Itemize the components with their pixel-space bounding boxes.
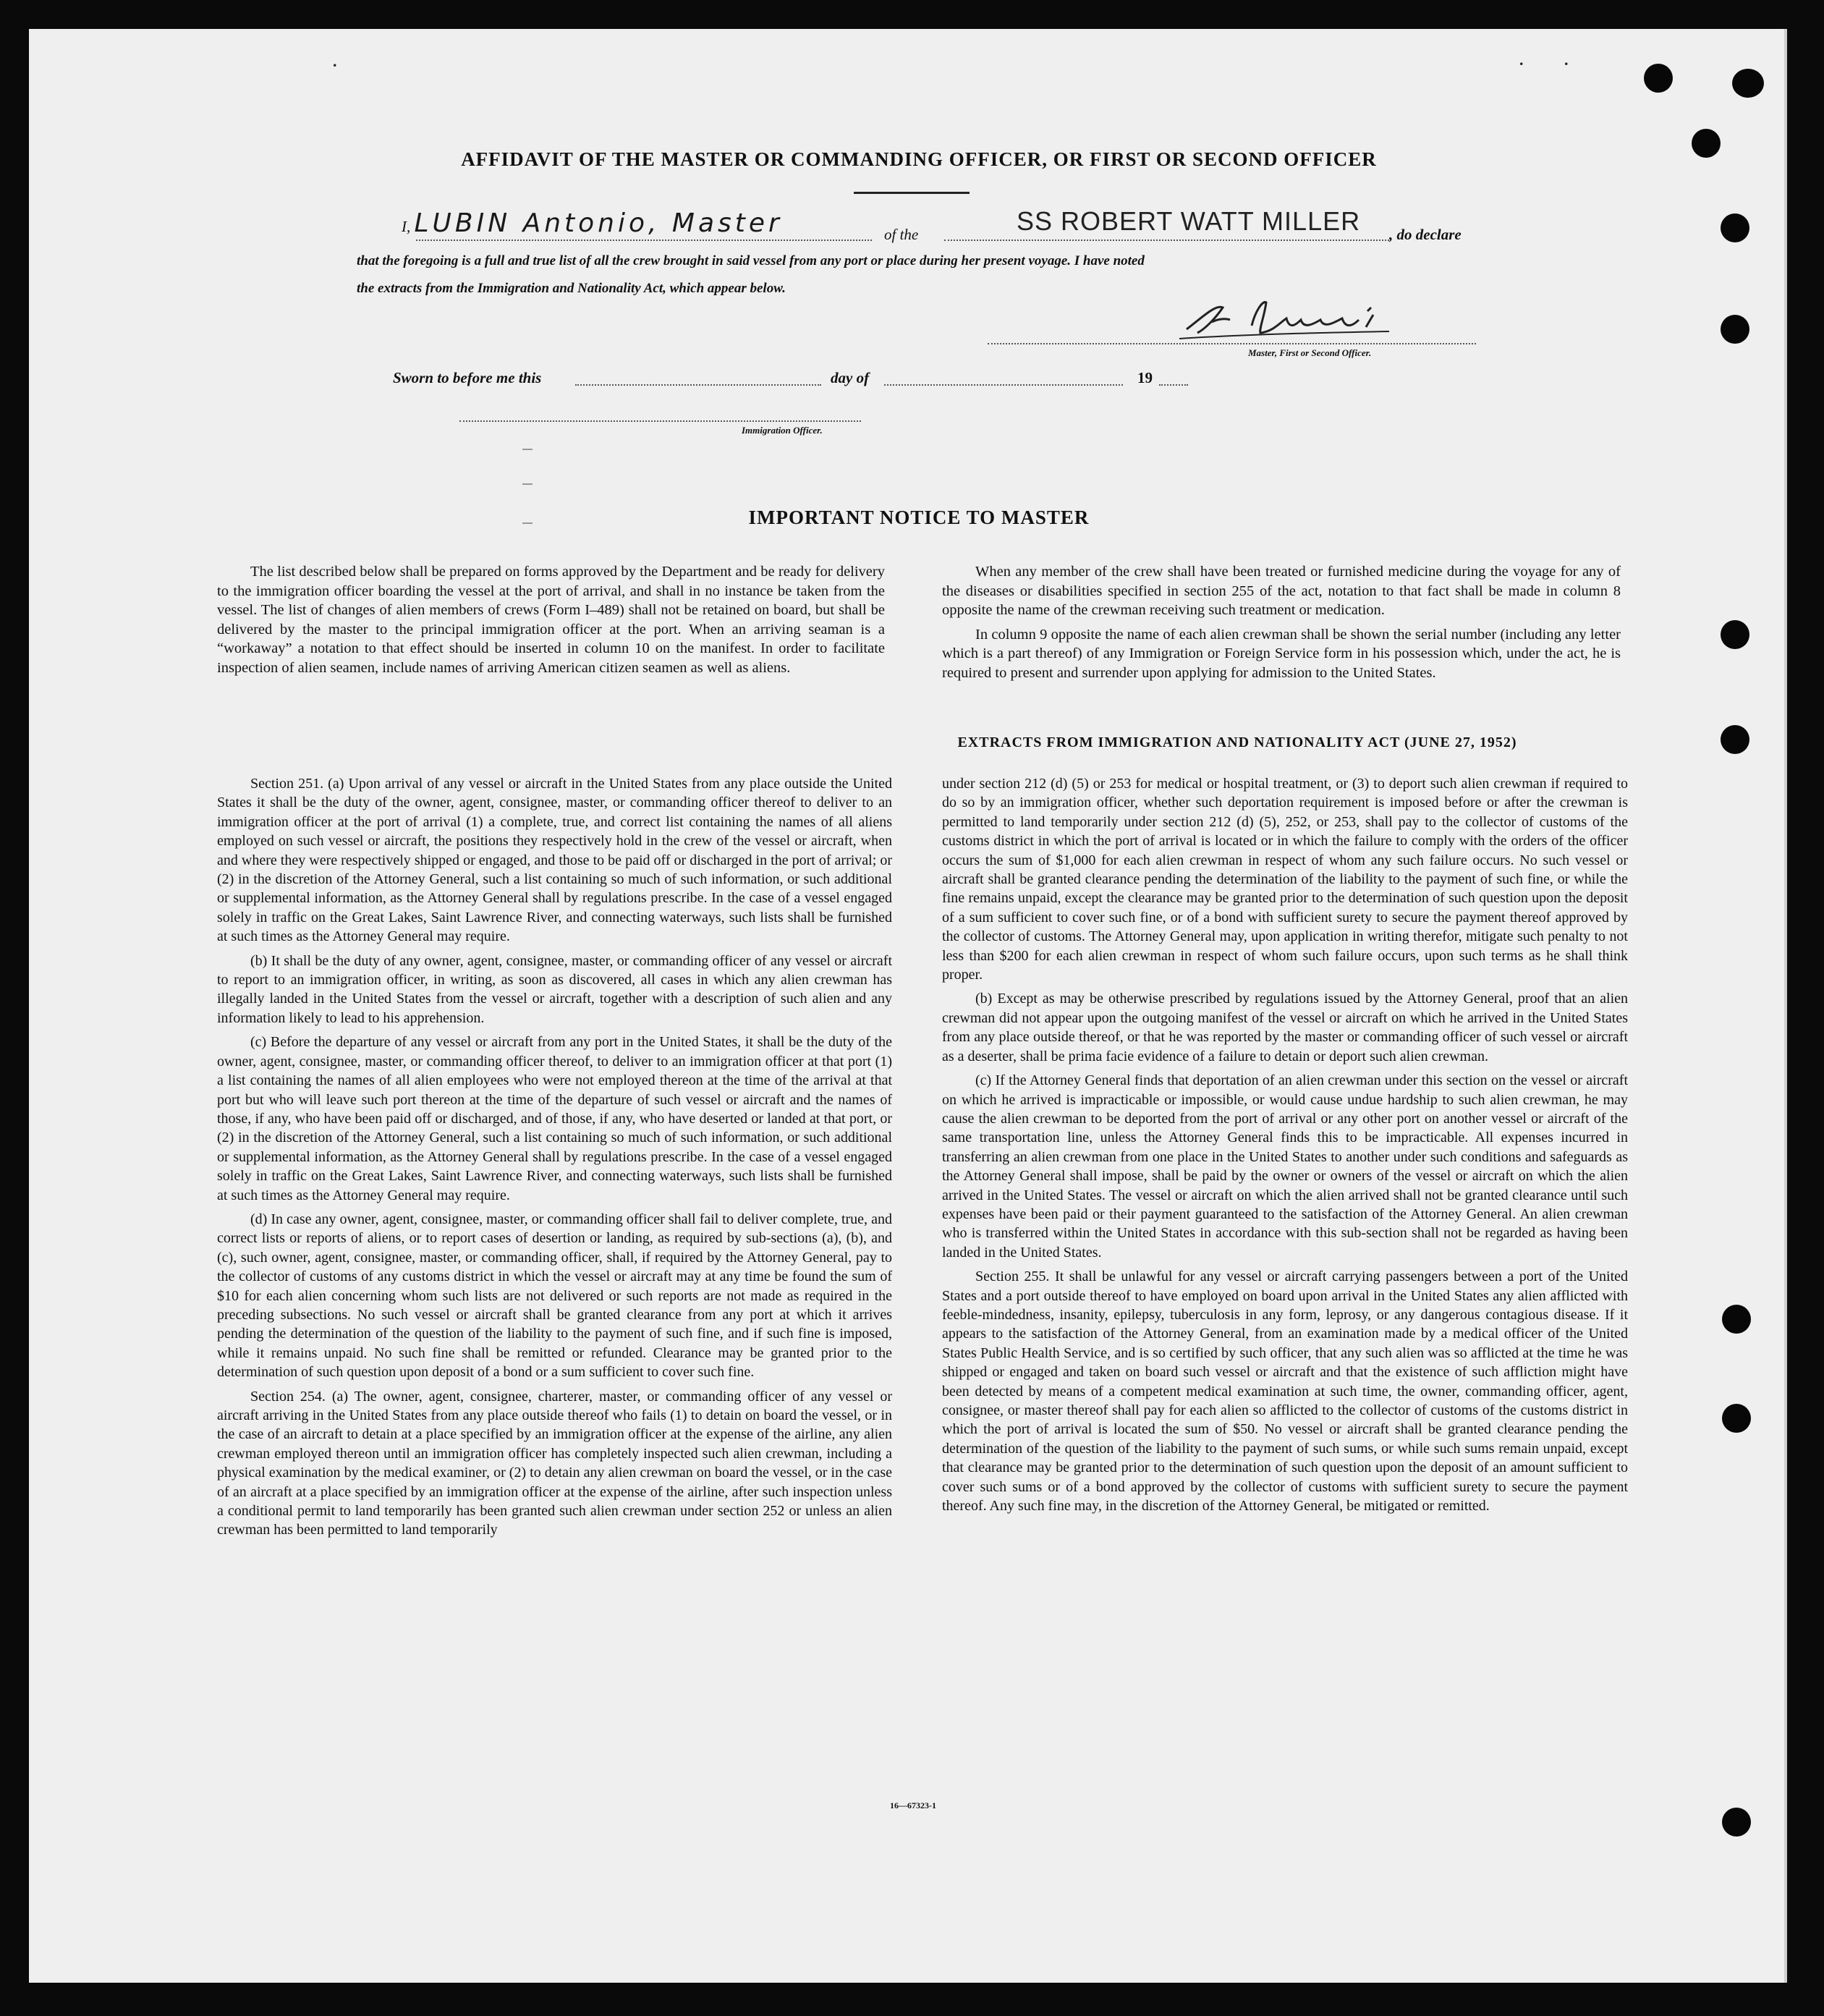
- extracts-left-column: [217, 774, 892, 1540]
- of-the-label: of the: [884, 226, 919, 243]
- notice-left-column: [217, 562, 885, 678]
- day-of-label: day of: [831, 369, 870, 386]
- i-label: I,: [402, 218, 411, 235]
- master-name: LUBIN Antonio, Master: [414, 208, 783, 238]
- officer-caption: Immigration Officer.: [742, 425, 823, 436]
- extract-paragraph: (d) In case any owner, agent, consignee, master, or commanding officer shall fail to deliver complete, true, and correct lists or reports of aliens, or to report cases of desertion or landing, as required by sub-sections (a), (b), and (c), such owner, agent, consignee, master, or commanding officer, shall, if required by the Attorney General, pay to the collector of customs of any customs district in which the vessel or aircraft may at any time be found the sum of $10 for each alien concerning whom such lists are not delivered or such reports are not made as required in the preceding subsections. No such vessel or aircraft shall be granted clearance from any port at which it arrives pending the determination of the question of the liability to the payment of such fine, and if such fine is imposed, while it remains unpaid. No such fine shall be remitted or refunded. Clearance may be granted prior to the determination of such question upon deposit of a bond or a sum sufficient to cover such fine.: [217, 1211, 892, 1381]
- extract-paragraph: (c) If the Attorney General finds that deportation of an alien crewman under this section on the vessel or aircraft on which he arrived is impracticable or impossible, or would cause undue hardship to such alien crewman, he may cause the alien crewman to be deported from the port of arrival or any other port on another vessel or aircraft of the same transportation line, unless the Attorney General finds this to be impracticable. All expenses incurred in transferring an alien crewman from one place in the United States to another under such conditions and safeguards as the Attorney General shall impose, shall be paid by the owner or owners of the vessel or aircraft on which the alien arrived in the United States. The vessel or aircraft on which the alien arrived shall not be granted clearance until such expenses have been paid or their payment guaranteed to the satisfaction of the Attorney General. An alien crewman who is transferred within the United States in accordance with this sub-section shall not be regarded as having been landed in the United States.: [942, 1072, 1628, 1261]
- punch-hole: [1721, 213, 1749, 242]
- extract-paragraph: Section 255. It shall be unlawful for any vessel or aircraft carrying passengers between a port of the United States and a port outside thereof to have employed on board upon arrival in the United States any alien afflicted with feeble-mindedness, insanity, epilepsy, tuberculosis in any form, leprosy, or any dangerous contagious disease. If it appears to the satisfaction of the Attorney General, from an examination made by a medical officer of the United States Public Health Service, and is so certified by such officer, that any such alien was so afflicted at the time he was shipped or engaged and taken on board such vessel or aircraft and that the existence of such affliction might have been detected by means of a competent medical examination at such time, the owner, commanding officer, agent, consignee, or master thereof shall pay for each alien so afflicted to the collector of customs of the customs district in which the port of arrival is located the sum of $50. No vessel or aircraft shall be granted clearance pending the determination of the question of the liability to the payment of such sums, or while such sums remain unpaid, except that clearance may be granted prior to the determination of such question upon the deposit of an amount sufficient to cover such sums or of a bond approved by the collector of customs with sufficient surety to secure the payment thereof. Any such fine may, in the discretion of the Attorney General, be mitigated or remitted.: [942, 1269, 1628, 1515]
- notice-paragraph: When any member of the crew shall have been treated or furnished medicine during the voyage for any of the diseases or disabilities specified in section 255 of the act, notation to that fact shall be made in column 8 opposite the name of the crewman receiving such treatment or medication.: [942, 564, 1621, 619]
- scan-speck: .: [333, 52, 337, 70]
- notice-right-column: [942, 562, 1621, 683]
- year-underline: [1159, 384, 1188, 386]
- extracts-title: EXTRACTS FROM IMMIGRATION AND NATIONALITY ACT (JUNE 27, 1952): [957, 734, 1517, 750]
- punch-hole: [1722, 1305, 1751, 1334]
- extract-paragraph: (b) It shall be the duty of any owner, agent, consignee, master, or commanding officer of any vessel or aircraft to report to an immigration officer, in writing, as soon as discovered, all cases in which any alien crewman has illegally landed in the United States from the vessel or aircraft, together with a description of such alien and any information likely to lead to his apprehension.: [217, 952, 892, 1026]
- extract-paragraph: (b) Except as may be otherwise prescribed by regulations issued by the Attorney General, proof that an alien crewman did not appear upon the outgoing manifest of the vessel or aircraft on which he arrived in the United States from any place outside thereof, or that he was reported by the master or commanding officer of such vessel or aircraft as a deserter, shall be prima facie evidence of a failure to detain or deport such alien crewman.: [942, 991, 1628, 1064]
- punch-hole: [1644, 64, 1673, 93]
- extracts-right-column: [942, 774, 1628, 1515]
- form-number: 16—67323-1: [890, 1800, 936, 1810]
- vessel-name: SS ROBERT WATT MILLER: [1017, 206, 1361, 236]
- scan-mark: [522, 483, 533, 485]
- vessel-underline: [944, 239, 1389, 241]
- extract-paragraph: (c) Before the departure of any vessel or aircraft from any port in the United States, it shall be the duty of the owner, agent, consignee, master, or commanding officer thereof, to deliver to an immigration officer at that port (1) a list containing the names of all alien employees who were not employed thereon at the time of the arrival at that port but who will leave such port thereon at the time of the departure of such vessel or aircraft and the names of those, if any, who have been paid off or discharged, and of those, if any, who have deserted or landed at that port, or (2) in the discretion of the Attorney General, such a list containing so much of such information, or such additional or supplemental information, as the Attorney General shall by regulations prescribe. In the case of a vessel engaged solely in traffic on the Great Lakes, Saint Lawrence River, and connecting waterways, such lists shall be furnished at such times as the Attorney General may require.: [217, 1034, 892, 1203]
- punch-hole: [1722, 1808, 1751, 1837]
- notice-paragraph: The list described below shall be prepared on forms approved by the Department and be ready for delivery to the immigration officer boarding the vessel at the port of arrival, and shall in no instance be taken from the vessel. The list of changes of alien members of crews (Form I–489) shall not be retained on board, but shall be delivered by the master to the principal immigration officer at the port. When an arriving seaman is a “workaway” a notation to that effect should be inserted in column 10 on the manifest. In order to facilitate inspection of alien seamen, include names of arriving American citizen seamen as well as aliens.: [217, 564, 885, 676]
- extract-paragraph: under section 212 (d) (5) or 253 for medical or hospital treatment, or (3) to deport such alien crewman if required to do so by an immigration officer, whether such deportation requirement is imposed before or after the crewman is permitted to land temporarily under section 212 (d) (5), 252, or 253, shall pay to the collector of customs of the customs district in which the port of arrival is located or in which the failure to comply with the orders of the officer occurs the sum of $1,000 for each alien crewman in respect of whom any such failure occurs. No such vessel or aircraft shall be granted clearance pending the determination of the liability to the payment of such fine, or while the fine remains unpaid, except the clearance may be granted prior to the determination of such question upon the deposit of a sum sufficient to cover such fine, or of a bond with sufficient surety to secure the payment thereof approved by the collector of customs. The Attorney General may, upon application in writing therefor, mitigate such penalty to not less than $200 for each alien crewman in respect of whom such failure occurs, upon such terms as he shall think proper.: [942, 776, 1628, 983]
- sworn-day-underline: [575, 384, 821, 386]
- page-edge: [1784, 29, 1787, 1983]
- year-label: 19: [1137, 369, 1153, 386]
- statement-line-2: the extracts from the Immigration and Nationality Act, which appear below.: [357, 281, 786, 296]
- statement-line-1: that the foregoing is a full and true list of all the crew brought in said vessel from any port or place during her present voyage. I have noted: [357, 253, 1145, 268]
- name-underline: [416, 239, 872, 241]
- extract-paragraph: Section 254. (a) The owner, agent, consignee, charterer, master, or commanding officer of any vessel or aircraft arriving in the United States from any place outside thereof who fails (1) to detain on board the vessel, or in the case of an aircraft to detain at a place specified by an immigration officer at the expense of the airline, any alien crewman employed thereon until an immigration officer has completely inspected such alien crewman, including a physical examination by the medical examiner, or (2) to detain any alien crewman on board the vessel, or in the case of an aircraft at a place specified by an immigration officer at the expense of the airline, after such inspection unless a conditional permit to land temporarily has been granted such alien crewman under section 252 or unless an alien crewman has been permitted to land temporarily: [217, 1388, 892, 1538]
- punch-hole: [1721, 315, 1749, 344]
- punch-hole: [1721, 620, 1749, 649]
- sworn-month-underline: [884, 384, 1123, 386]
- title-rule: [854, 192, 970, 194]
- notice-title: IMPORTANT NOTICE TO MASTER: [748, 507, 1090, 528]
- do-declare-label: , do declare: [1389, 226, 1462, 243]
- signature-line: [988, 342, 1476, 344]
- notice-paragraph: In column 9 opposite the name of each alien crewman shall be shown the serial number (including any letter which is a part thereof) of any Immigration or Foreign Service form in his possession which, under the act, he is required to present and surrender upon applying for admission to the United States.: [942, 626, 1621, 681]
- extract-paragraph: Section 251. (a) Upon arrival of any vessel or aircraft in the United States from any place outside the United States it shall be the duty of the owner, agent, consignee, master, or commanding officer thereof to deliver to an immigration officer at the port of arrival (1) a complete, true, and correct list containing the names of all aliens employed on such vessel or aircraft, the positions they respectively hold in the crew of the vessel or aircraft, when and where they were respectively shipped or engaged, and those to be paid off or discharged in the port of arrival; or (2) in the discretion of the Attorney General, such a list containing so much of such information, or such additional or supplemental information, as the Attorney General shall by regulations prescribe. In the case of a vessel engaged solely in traffic on the Great Lakes, Saint Lawrence River, and connecting waterways, such lists shall be furnished at such times as the Attorney General may require.: [217, 776, 892, 945]
- scan-speck: .: [1519, 51, 1524, 69]
- affidavit-title: AFFIDAVIT OF THE MASTER OR COMMANDING OFFICER, OR FIRST OR SECOND OFFICER: [461, 148, 1377, 170]
- signature-caption: Master, First or Second Officer.: [1248, 347, 1372, 358]
- master-signature: [1172, 289, 1425, 347]
- scan-mark: [522, 449, 533, 450]
- punch-hole: [1732, 69, 1764, 98]
- scan-speck: .: [1564, 51, 1569, 69]
- sworn-label: Sworn to before me this: [393, 369, 542, 386]
- officer-signature-line: [459, 420, 861, 422]
- punch-hole: [1722, 1404, 1751, 1433]
